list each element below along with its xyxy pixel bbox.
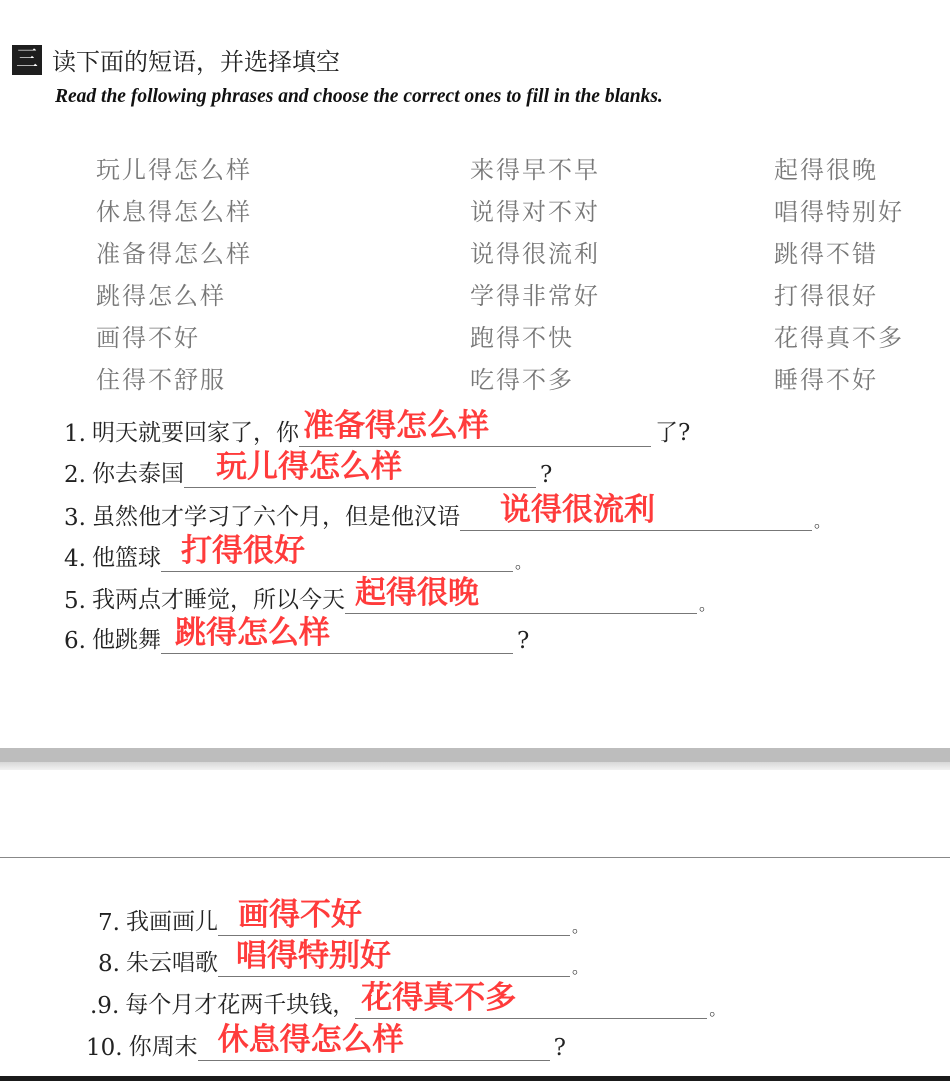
- question-end: ?: [516, 628, 530, 654]
- phrase-item: 休息得怎么样: [96, 198, 252, 226]
- question-number: 2.: [64, 462, 86, 488]
- question-text: 他篮球: [91, 545, 161, 571]
- question-number: 3.: [64, 505, 86, 531]
- question-5: [64, 575, 715, 614]
- horizontal-rule: [0, 857, 950, 858]
- answer-blank[interactable]: [218, 938, 570, 977]
- phrase-item: 来得早不早: [470, 156, 600, 184]
- question-number: 7.: [98, 910, 120, 936]
- phrase-item: 花得真不多: [774, 324, 904, 352]
- question-end: 。: [698, 595, 715, 614]
- question-end: 。: [709, 1000, 726, 1019]
- phrase-item: 起得很晚: [774, 156, 878, 184]
- question-number: 4.: [64, 546, 86, 572]
- handwritten-answer: 花得真不多: [361, 980, 517, 1016]
- handwritten-answer: 打得很好: [180, 533, 305, 569]
- question-end: 。: [813, 512, 830, 531]
- answer-blank[interactable]: [460, 492, 812, 531]
- handwritten-answer: 起得很晚: [354, 575, 479, 611]
- question-7: [98, 897, 588, 936]
- handwritten-answer: 玩儿得怎么样: [215, 449, 402, 485]
- phrase-item: 唱得特别好: [774, 198, 904, 226]
- question-text: 明天就要回家了，你: [91, 420, 299, 446]
- question-9: [90, 980, 726, 1019]
- question-text: 他跳舞: [91, 627, 161, 653]
- exercise-header: [12, 42, 340, 77]
- handwritten-answer: 跳得怎么样: [174, 615, 330, 651]
- phrase-item: 睡得不好: [774, 366, 878, 394]
- phrase-item: 跳得怎么样: [96, 282, 226, 310]
- phrase-item: 吃得不多: [470, 366, 574, 394]
- instruction-english: Read the following phrases and choose the correct ones to fill in the blanks.: [55, 86, 663, 107]
- question-8: [98, 938, 588, 977]
- phrase-item: 说得对不对: [470, 198, 600, 226]
- answer-blank[interactable]: [161, 615, 513, 654]
- instruction-chinese: 读下面的短语，并选择填空: [52, 48, 340, 76]
- question-number: 8.: [98, 951, 120, 977]
- question-number: 10.: [86, 1035, 123, 1061]
- phrase-item: 画得不好: [96, 324, 200, 352]
- page-divider-shadow: [0, 762, 950, 770]
- question-end: 了?: [654, 420, 691, 446]
- question-6: [64, 615, 530, 654]
- question-end: ?: [553, 1035, 566, 1061]
- handwritten-answer: 画得不好: [237, 897, 362, 933]
- answer-blank[interactable]: [345, 575, 697, 614]
- bottom-edge: [0, 1076, 950, 1081]
- question-end: 。: [571, 958, 588, 977]
- question-number: 1.: [64, 421, 86, 447]
- question-text: 虽然他才学习了六个月，但是他汉语: [91, 504, 460, 530]
- phrase-item: 学得非常好: [470, 282, 600, 310]
- question-number: 6.: [64, 628, 86, 654]
- question-end: ?: [539, 462, 553, 488]
- phrase-item: 跳得不错: [774, 240, 878, 268]
- section-number-badge: 三: [12, 45, 42, 75]
- question-text: 我两点才睡觉，所以今天: [91, 587, 345, 613]
- handwritten-answer: 说得很流利: [499, 492, 655, 528]
- answer-blank[interactable]: [299, 408, 651, 447]
- question-2: [64, 449, 553, 488]
- question-3: [64, 492, 830, 531]
- question-10: [86, 1022, 566, 1061]
- phrase-item: 准备得怎么样: [96, 240, 252, 268]
- handwritten-answer: 准备得怎么样: [302, 408, 489, 444]
- question-end: 。: [514, 553, 531, 572]
- question-number: .9.: [90, 993, 120, 1019]
- answer-blank[interactable]: [198, 1022, 550, 1061]
- question-text: 朱云唱歌: [125, 950, 218, 976]
- answer-blank[interactable]: [355, 980, 707, 1019]
- phrase-item: 跑得不快: [470, 324, 574, 352]
- handwritten-answer: 唱得特别好: [235, 938, 391, 974]
- answer-blank[interactable]: [184, 449, 536, 488]
- phrase-item: 玩儿得怎么样: [96, 156, 252, 184]
- phrase-item: 打得很好: [774, 282, 878, 310]
- question-text: 你周末: [128, 1034, 198, 1060]
- phrase-item: 住得不舒服: [96, 366, 226, 394]
- question-text: 我画画儿: [125, 909, 218, 935]
- page-divider: [0, 748, 950, 762]
- question-end: 。: [571, 917, 588, 936]
- question-text: 你去泰国: [91, 461, 184, 487]
- handwritten-answer: 休息得怎么样: [217, 1022, 404, 1058]
- question-1: [64, 408, 691, 447]
- question-text: 每个月才花两千块钱，: [125, 992, 356, 1018]
- answer-blank[interactable]: [218, 897, 570, 936]
- question-number: 5.: [64, 588, 86, 614]
- question-4: [64, 533, 531, 572]
- phrase-item: 说得很流利: [470, 240, 600, 268]
- answer-blank[interactable]: [161, 533, 513, 572]
